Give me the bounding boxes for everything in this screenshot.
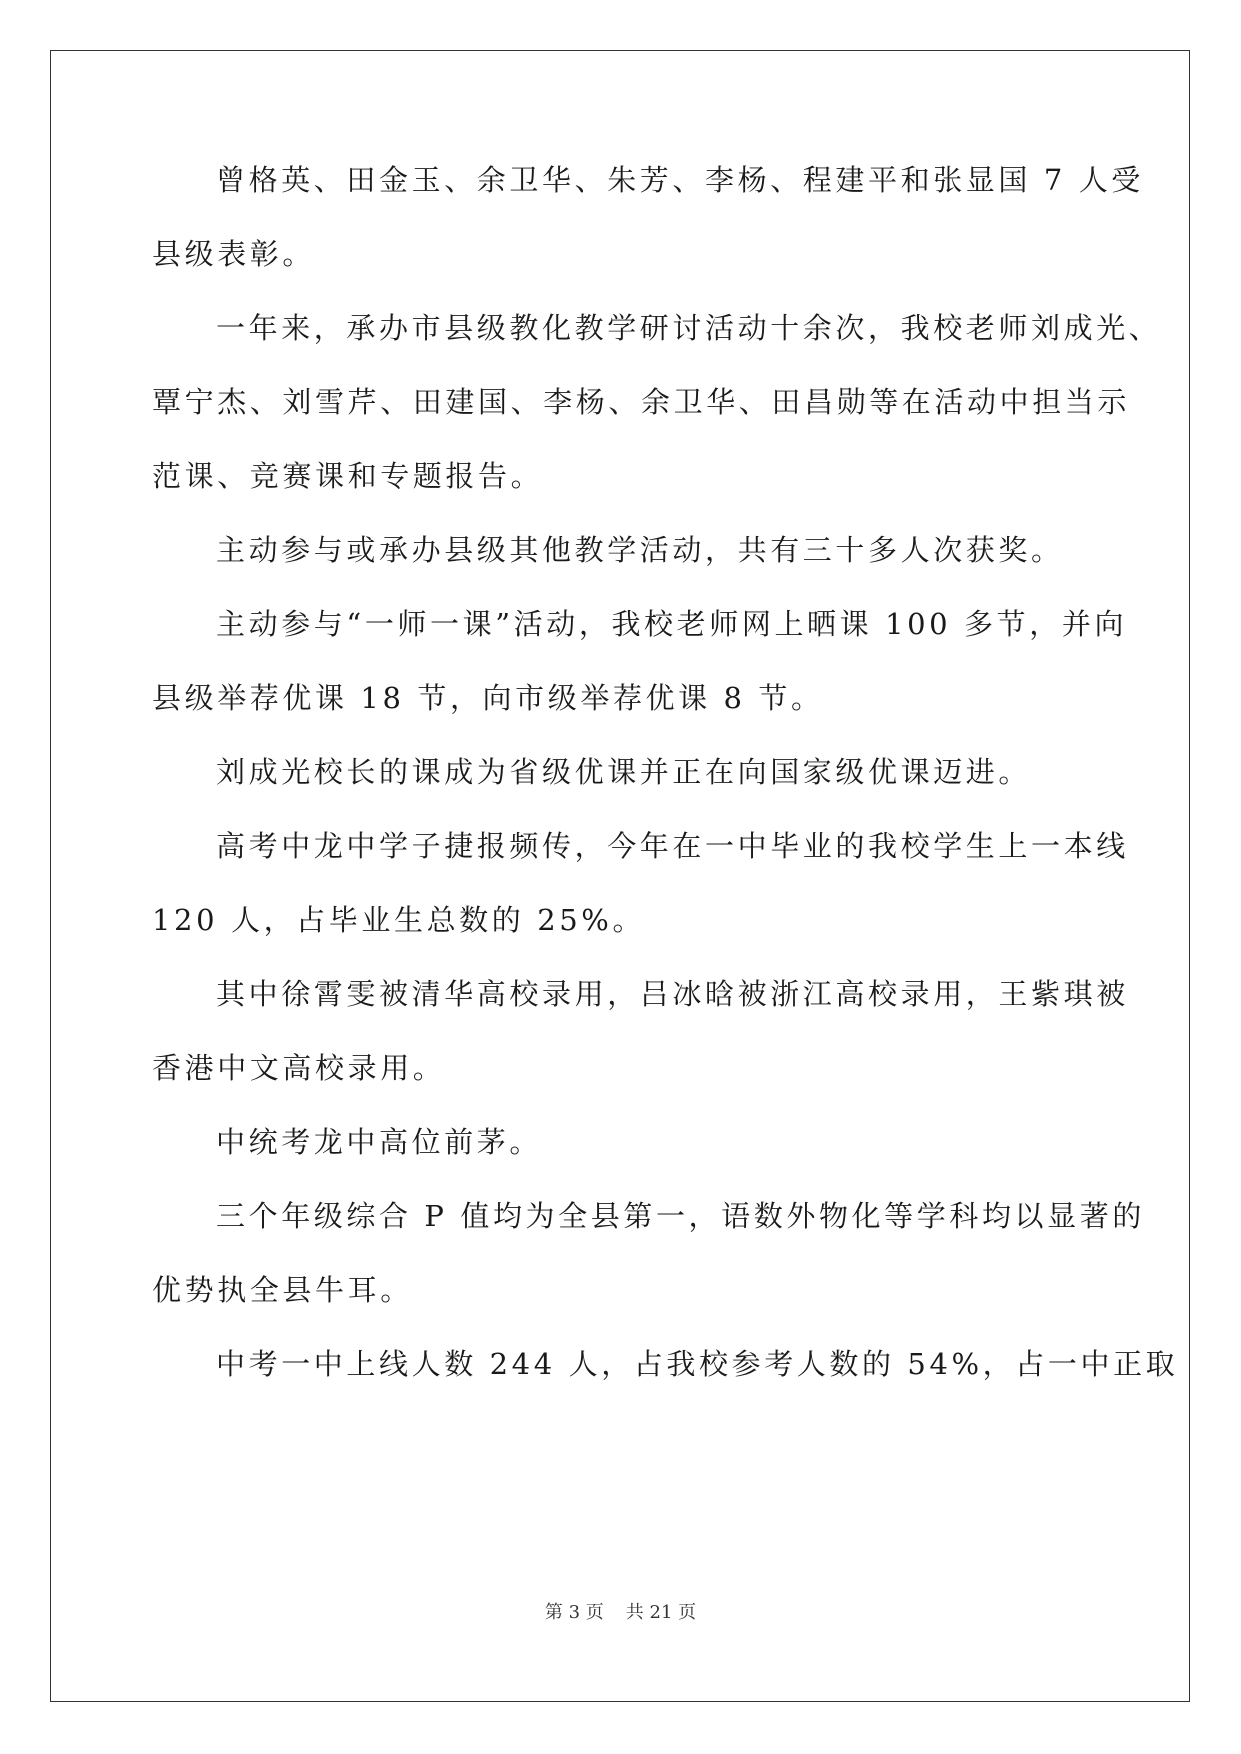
text-line: 县级表彰。 — [152, 237, 316, 271]
text-line: 主动参与“一师一课”活动，我校老师网上晒课 100 多节，并向 — [216, 607, 1128, 641]
text-line: 其中徐霄雯被清华高校录用，吕冰晗被浙江高校录用，王紫琪被 — [216, 977, 1129, 1011]
text-line: 中统考龙中高位前茅。 — [216, 1125, 543, 1159]
text-line: 三个年级综合 P 值均为全县第一，语数外物化等学科均以显著的 — [216, 1199, 1145, 1233]
page-total: 共 21 页 — [625, 1602, 697, 1623]
text-line: 范课、竞赛课和专题报告。 — [152, 459, 544, 493]
page-border — [50, 50, 1190, 1702]
text-line: 中考一中上线人数 244 人，占我校参考人数的 54%，占一中正取 — [216, 1347, 1179, 1381]
text-line: 香港中文高校录用。 — [152, 1051, 446, 1085]
text-line: 曾格英、田金玉、余卫华、朱芳、李杨、程建平和张显国 7 人受 — [216, 163, 1144, 197]
text-line: 一年来，承办市县级教化教学研讨活动十余次，我校老师刘成光、 — [216, 311, 1162, 345]
text-line: 120 人，占毕业生总数的 25%。 — [152, 903, 646, 937]
page-number: 第 3 页 — [544, 1602, 604, 1623]
text-line: 覃宁杰、刘雪芹、田建国、李杨、余卫华、田昌勋等在活动中担当示 — [152, 385, 1131, 419]
text-line: 刘成光校长的课成为省级优课并正在向国家级优课迈进。 — [216, 755, 1032, 789]
page-footer — [0, 1598, 1241, 1624]
text-line: 高考中龙中学子捷报频传，今年在一中毕业的我校学生上一本线 — [216, 829, 1129, 863]
text-line: 主动参与或承办县级其他教学活动，共有三十多人次获奖。 — [216, 533, 1064, 567]
text-line: 优势执全县牛耳。 — [152, 1273, 413, 1307]
text-line: 县级举荐优课 18 节，向市级举荐优课 8 节。 — [152, 681, 824, 715]
